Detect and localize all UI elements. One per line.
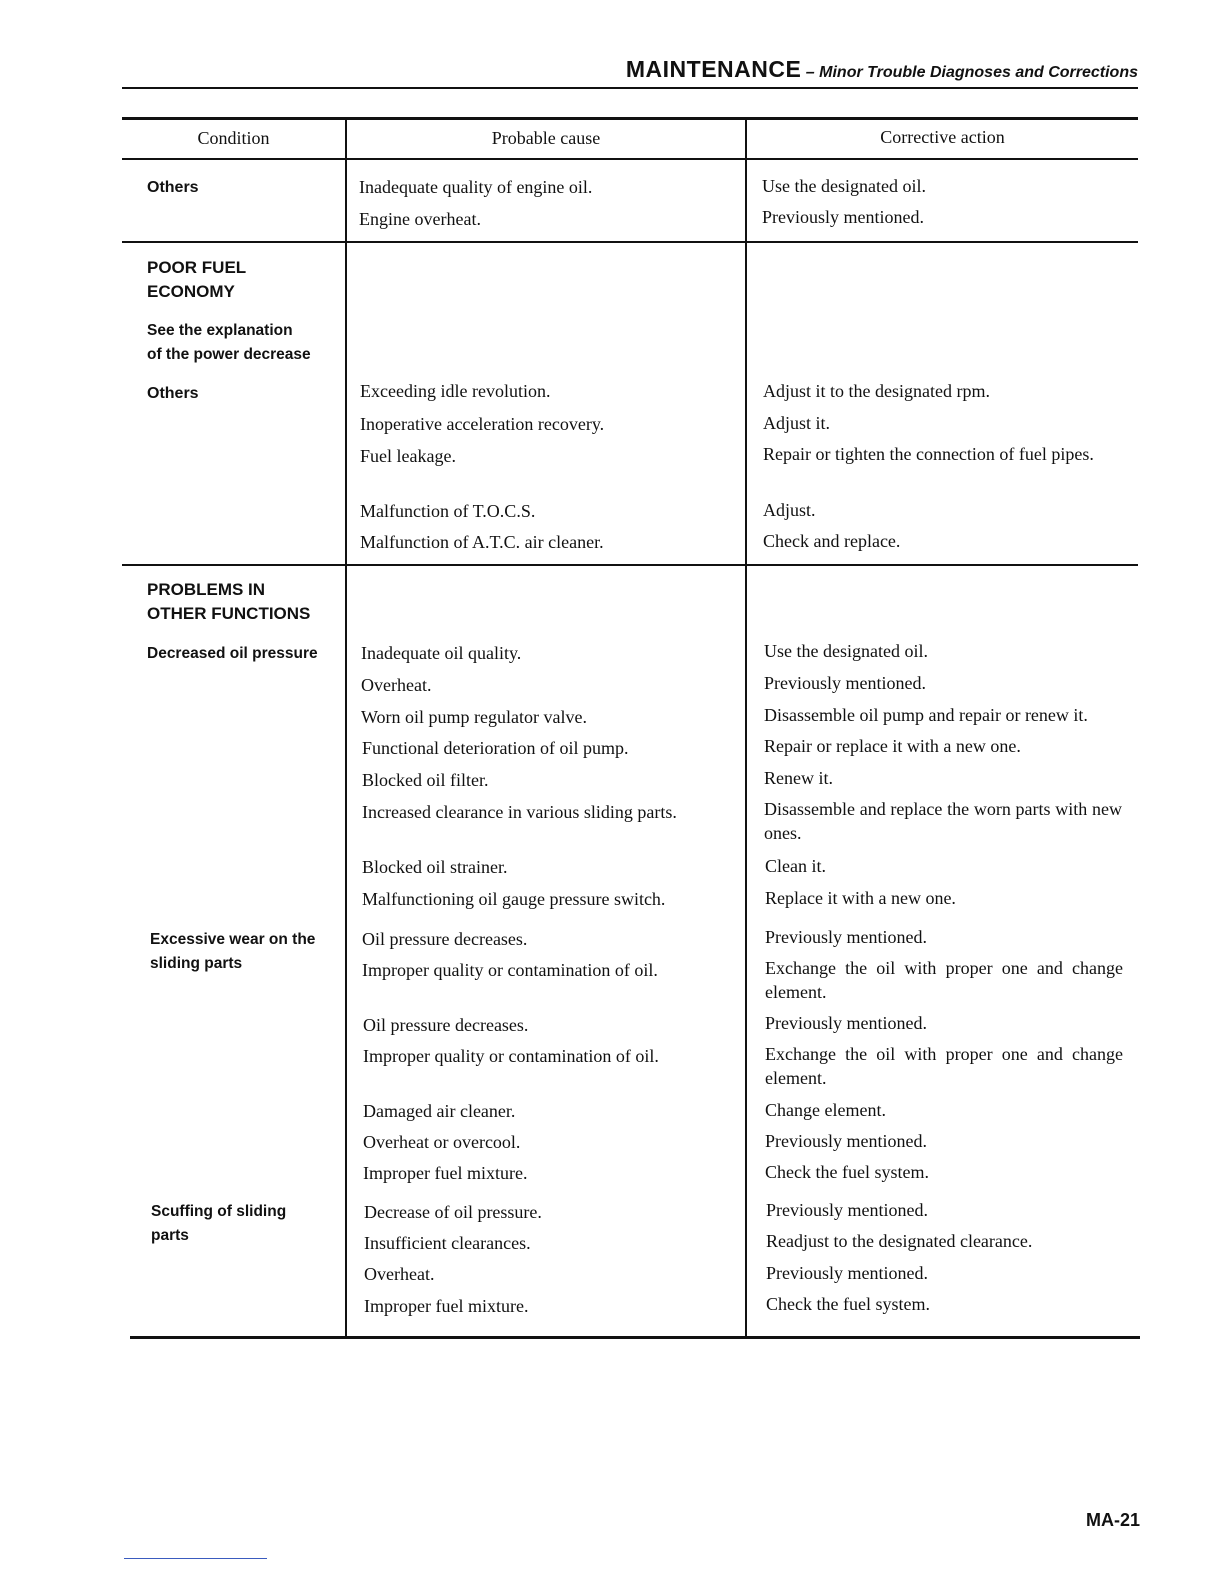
cause-item: Engine overheat. (359, 209, 481, 229)
cause-item: Improper fuel mixture. (363, 1163, 528, 1183)
cause-item: Worn oil pump regulator valve. (361, 707, 587, 727)
cause-item: Increased clearance in various sliding parts. (362, 802, 677, 822)
cause-item: Inadequate quality of engine oil. (359, 177, 593, 197)
cause-item: Fuel leakage. (360, 446, 456, 466)
cause-item: Inoperative acceleration recovery. (360, 414, 605, 434)
page-header (0, 56, 1138, 83)
action-item: Renew it. (764, 768, 833, 788)
action-item: Readjust to the designated clearance. (766, 1231, 1033, 1251)
section-rule-1 (122, 241, 1138, 243)
action-item: Previously mentioned. (765, 927, 927, 947)
condition-others-fuel: Others (147, 385, 199, 402)
column-header-action: Corrective action (880, 127, 1005, 147)
condition-others: Others (147, 179, 199, 196)
condition-excessive-wear-line2: sliding parts (150, 955, 243, 972)
table-top-rule (122, 117, 1138, 120)
action-item: Disassemble oil pump and repair or renew it. (764, 705, 1088, 725)
table-header-rule (122, 158, 1138, 160)
action-item: Repair or replace it with a new one. (764, 736, 1021, 756)
header-rule (122, 87, 1138, 89)
condition-problems-line2: OTHER FUNCTIONS (147, 604, 311, 623)
cause-item: Malfunction of T.O.C.S. (360, 501, 536, 521)
action-item: Replace it with a new one. (765, 888, 956, 908)
column-divider-2 (745, 117, 747, 1339)
action-item: Use the designated oil. (764, 641, 928, 661)
action-item: Disassemble and replace the worn parts with new ones. (764, 799, 1122, 843)
table-bottom-rule (130, 1336, 1140, 1339)
cause-item: Insufficient clearances. (364, 1233, 531, 1253)
action-item: Previously mentioned. (766, 1200, 928, 1220)
action-item: Exchange the oil with proper one and change element. (765, 1044, 1123, 1088)
condition-see-explanation-line1: See the explanation (147, 322, 293, 339)
condition-scuffing-line1: Scuffing of sliding (151, 1203, 287, 1220)
page-subtitle: – Minor Trouble Diagnoses and Corrections (805, 64, 1138, 81)
column-header-cause: Probable cause (491, 128, 601, 148)
column-divider-1 (345, 117, 347, 1339)
condition-scuffing-line2: parts (151, 1227, 189, 1244)
action-item: Adjust it to the designated rpm. (763, 381, 990, 401)
scan-edge-line (124, 1558, 267, 1559)
cause-item: Overheat. (361, 675, 432, 695)
action-item: Adjust it. (763, 413, 831, 433)
action-item: Change element. (765, 1100, 886, 1120)
page-number: MA-21 (1086, 1510, 1141, 1530)
action-item: Check the fuel system. (766, 1294, 930, 1314)
cause-item: Inadequate oil quality. (361, 643, 522, 663)
action-item: Previously mentioned. (766, 1263, 928, 1283)
action-item: Repair or tighten the connection of fuel pipes. (763, 444, 1094, 464)
cause-item: Oil pressure decreases. (362, 929, 528, 949)
cause-item: Improper fuel mixture. (364, 1296, 529, 1316)
condition-excessive-wear-line1: Excessive wear on the (150, 931, 316, 948)
cause-item: Decrease of oil pressure. (364, 1202, 542, 1222)
cause-item: Blocked oil strainer. (362, 857, 508, 877)
action-item: Check the fuel system. (765, 1162, 929, 1182)
cause-item: Exceeding idle revolution. (360, 381, 551, 401)
cause-item: Overheat. (364, 1264, 435, 1284)
condition-see-explanation-line2: of the power decrease (147, 346, 311, 363)
section-rule-2 (122, 564, 1138, 566)
action-item: Check and replace. (763, 531, 901, 551)
action-item: Previously mentioned. (764, 673, 926, 693)
action-item: Previously mentioned. (765, 1013, 927, 1033)
action-item: Previously mentioned. (765, 1131, 927, 1151)
action-item: Previously mentioned. (762, 207, 924, 227)
condition-poor-fuel-line1: POOR FUEL (147, 258, 247, 277)
column-header-condition: Condition (197, 128, 270, 148)
action-item: Adjust. (763, 500, 816, 520)
cause-item: Overheat or overcool. (363, 1132, 521, 1152)
cause-item: Blocked oil filter. (362, 770, 489, 790)
cause-item: Improper quality or contamination of oil. (362, 960, 658, 980)
cause-item: Improper quality or contamination of oil. (363, 1046, 659, 1066)
cause-item: Malfunction of A.T.C. air cleaner. (360, 532, 604, 552)
cause-item: Damaged air cleaner. (363, 1101, 516, 1121)
page-title: MAINTENANCE (625, 56, 802, 82)
action-item: Use the designated oil. (762, 176, 926, 196)
condition-problems-line1: PROBLEMS IN (147, 580, 266, 599)
condition-decreased-oil-pressure: Decreased oil pressure (147, 645, 318, 662)
action-item: Clean it. (765, 856, 826, 876)
cause-item: Oil pressure decreases. (363, 1015, 529, 1035)
condition-poor-fuel-line2: ECONOMY (147, 282, 235, 301)
cause-item: Functional deterioration of oil pump. (362, 738, 629, 758)
cause-item: Malfunctioning oil gauge pressure switch. (362, 889, 666, 909)
action-item: Exchange the oil with proper one and change element. (765, 958, 1123, 1002)
